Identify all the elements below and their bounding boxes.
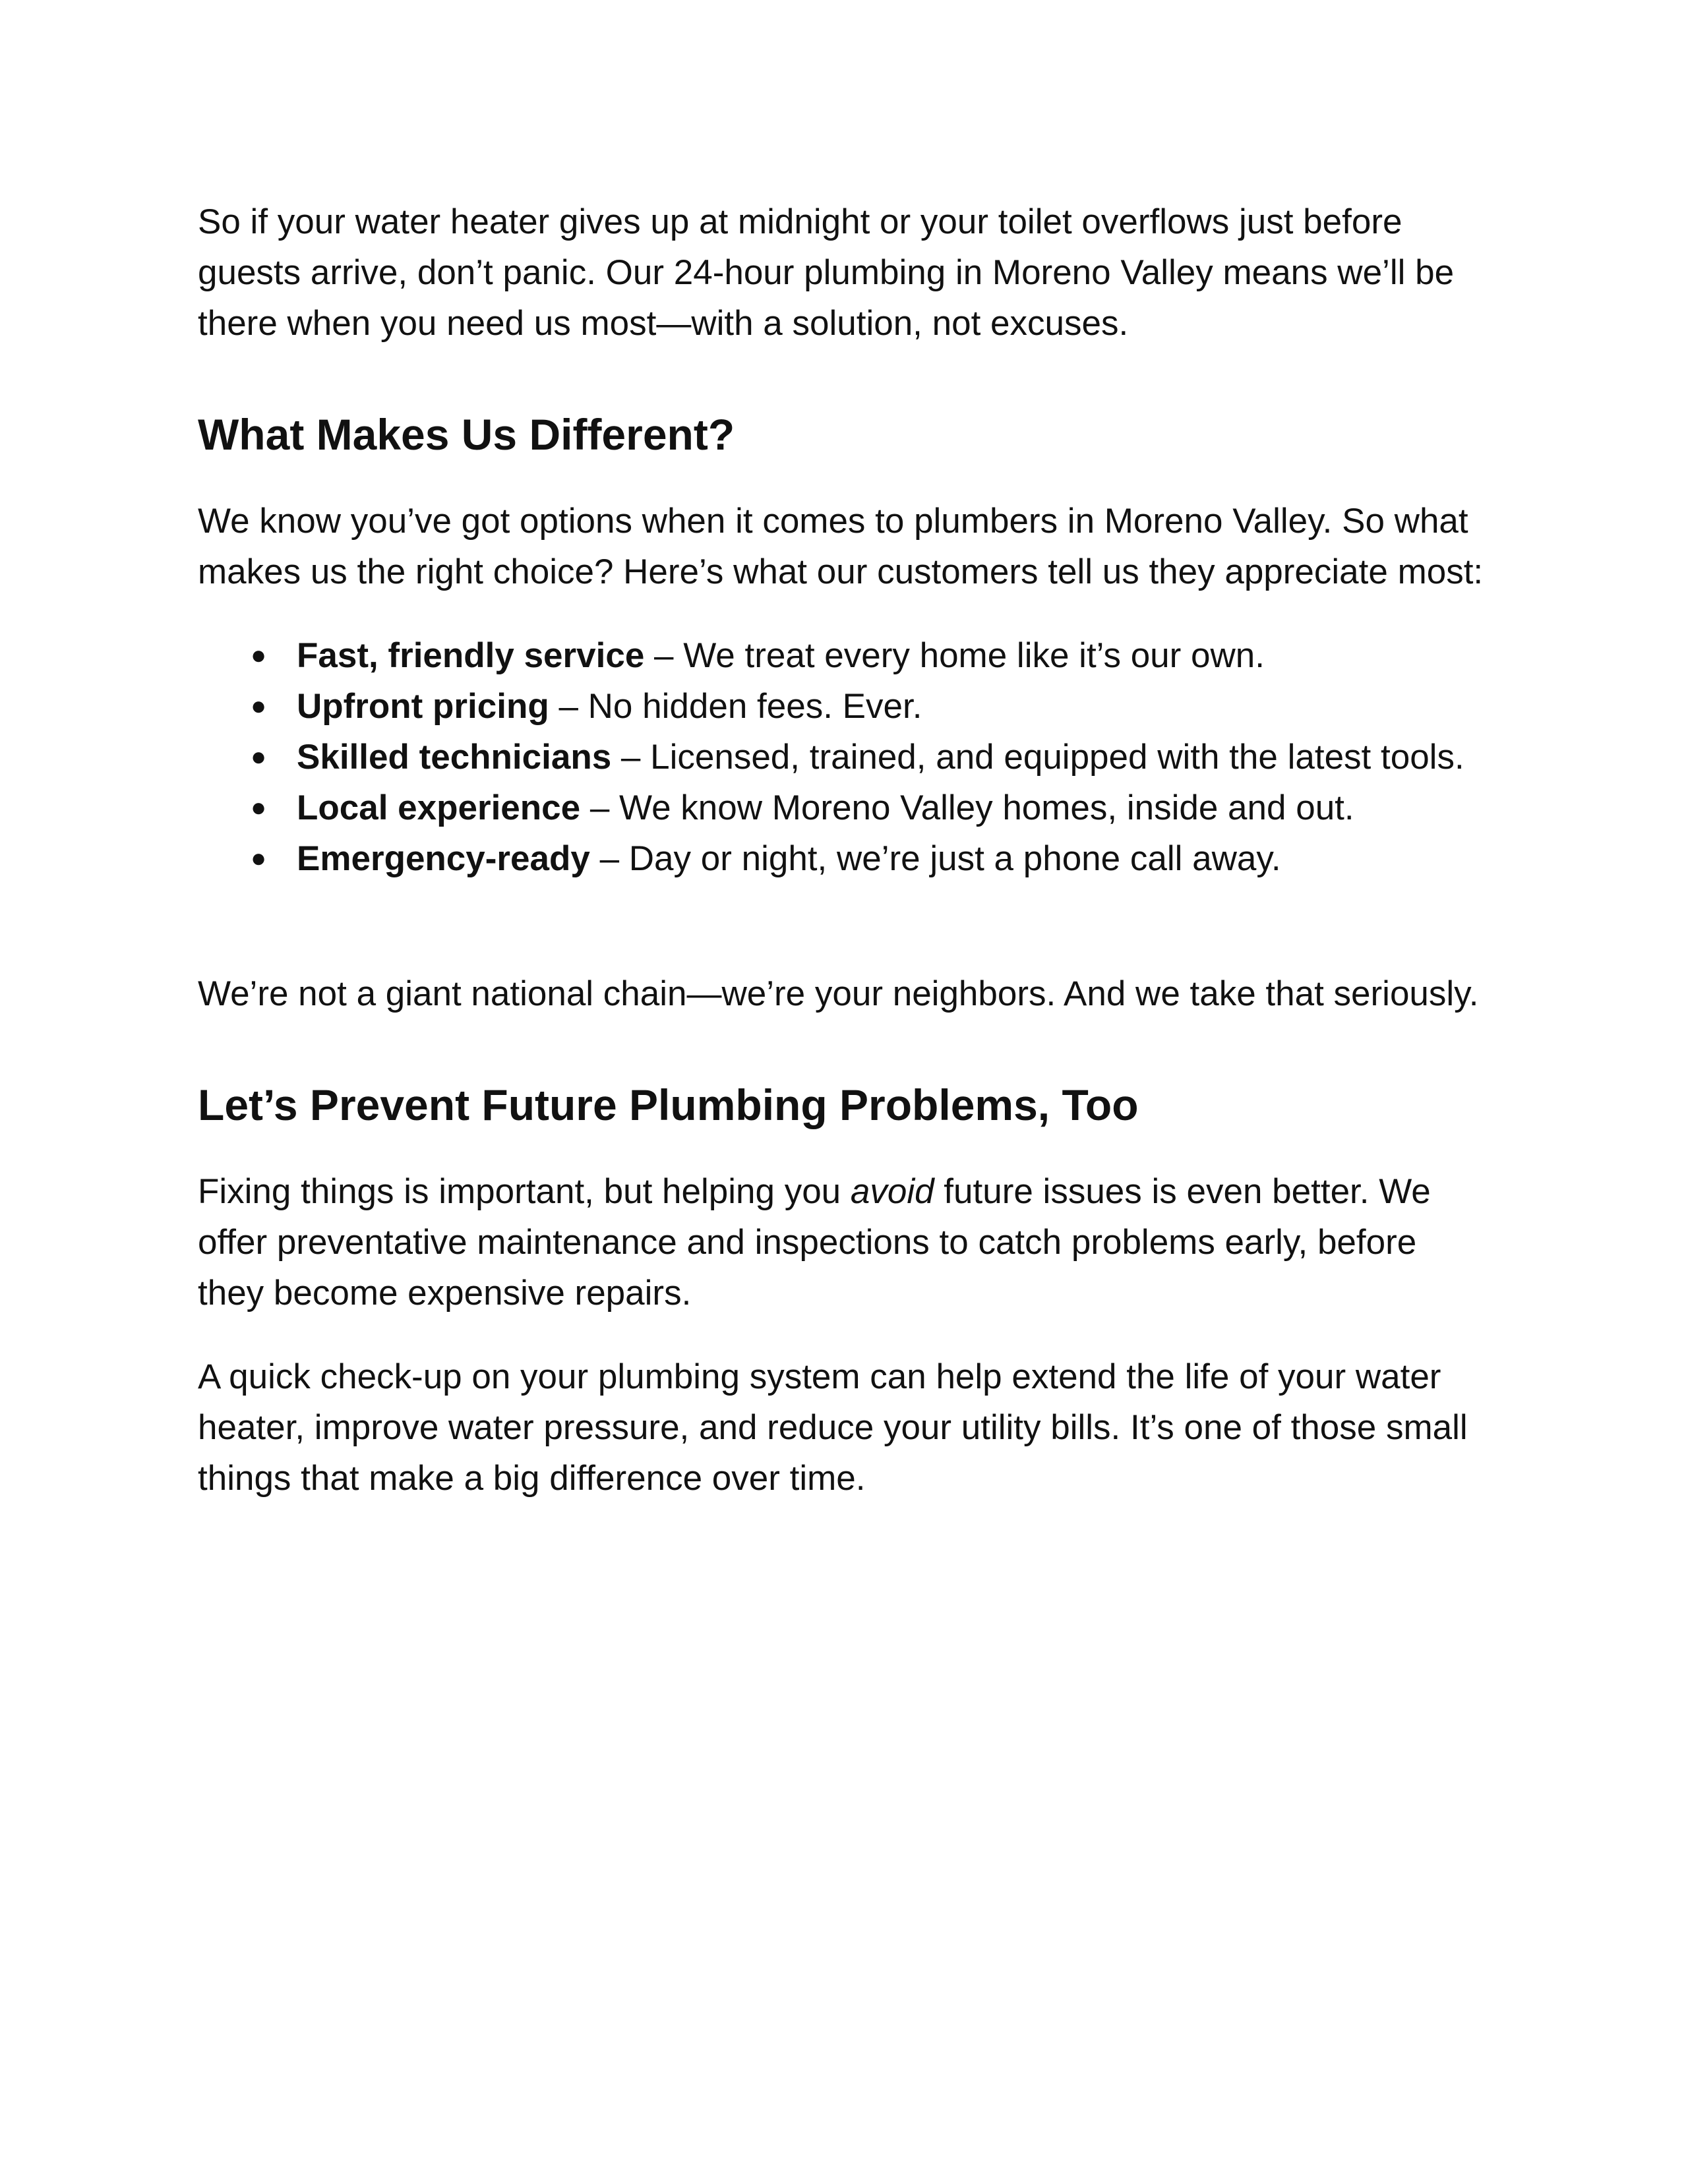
paragraph-checkup: A quick check-up on your plumbing system can help extend the life of your water heater, improve water pressure, and reduce your utility bills. It’s one of those small things that make a big difference over time. xyxy=(198,1357,1468,1498)
list-item xyxy=(198,630,1490,681)
heading-what-makes-us-different: What Makes Us Different? xyxy=(198,410,735,459)
feature-text: – No hidden fees. Ever. xyxy=(549,687,922,726)
paragraph-neighbors: We’re not a giant national chain—we’re your neighbors. And we take that seriously. xyxy=(198,974,1479,1013)
bullet-icon: ● xyxy=(251,692,267,721)
list-item xyxy=(198,833,1490,884)
features-list xyxy=(198,630,1490,884)
feature-text: – We treat every home like it’s our own. xyxy=(644,636,1265,675)
heading-prevent-future-problems: Let’s Prevent Future Plumbing Problems, Too xyxy=(198,1080,1139,1129)
feature-text: – Licensed, trained, and equipped with the latest tools. xyxy=(611,738,1464,777)
feature-title: Local experience xyxy=(297,788,581,827)
list-item xyxy=(198,782,1490,833)
feature-text: – We know Moreno Valley homes, inside and out. xyxy=(580,788,1354,827)
bullet-icon: ● xyxy=(251,793,267,822)
paragraph-fixing xyxy=(198,1166,1490,1318)
paragraph-intro: So if your water heater gives up at midnight or your toilet overflows just before guests arrive, don’t panic. Our 24-hour plumbing in Moreno Valley means we’ll be there when you need us most—with a solution, not excuses. xyxy=(198,202,1455,343)
document-page xyxy=(198,196,1490,1504)
feature-title: Upfront pricing xyxy=(297,687,549,726)
fixing-text-before: Fixing things is important, but helping you xyxy=(198,1172,851,1211)
list-item xyxy=(198,732,1490,782)
bullet-icon: ● xyxy=(251,844,267,873)
feature-title: Skilled technicians xyxy=(297,738,612,777)
bullet-icon: ● xyxy=(251,641,267,670)
feature-text: – Day or night, we’re just a phone call away. xyxy=(589,839,1281,878)
bullet-icon: ● xyxy=(251,742,267,771)
feature-title: Emergency-ready xyxy=(297,839,590,878)
paragraph-options: We know you’ve got options when it comes to plumbers in Moreno Valley. So what makes us the right choice? Here’s what our customers tell us they appreciate most: xyxy=(198,502,1484,591)
fixing-text-emphasis: avoid xyxy=(850,1172,934,1211)
fixing-text-after: future issues is even better. We offer preventative maintenance and inspections to catch problems early, before they become expensive repairs. xyxy=(198,1172,1431,1313)
list-item xyxy=(198,681,1490,732)
feature-title: Fast, friendly service xyxy=(297,636,645,675)
